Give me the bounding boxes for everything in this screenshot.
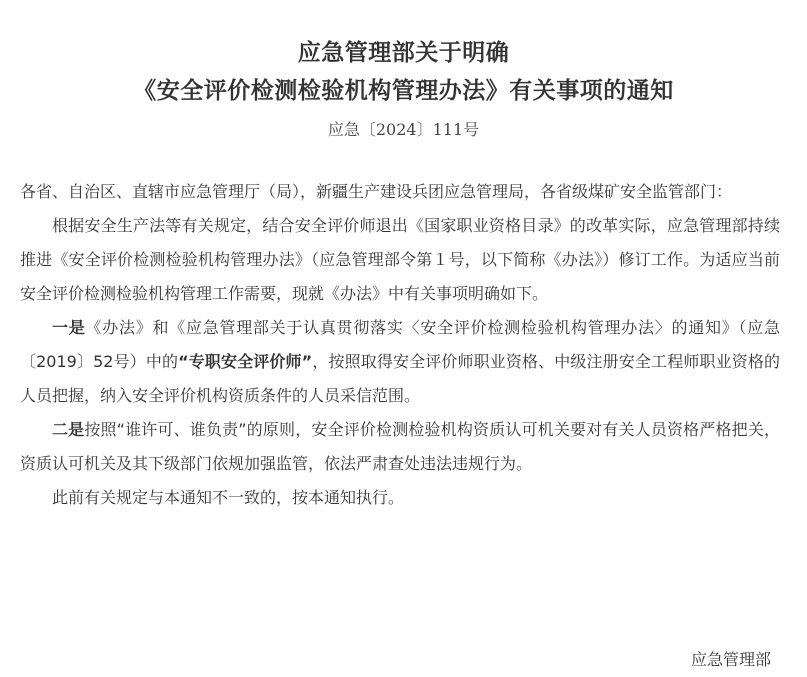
salutation: 各省、自治区、直辖市应急管理厅（局），新疆生产建设兵团应急管理局，各省级煤矿安全监管部门： (20, 182, 733, 201)
item-two-lead: 二是 (52, 420, 85, 439)
item-one-text-b: ，按照取得安全评价师职业资格、中级注册安全工程师职业资格的人员把握，纳入安全评价机构资质条件的人员采信范围。 (20, 352, 780, 405)
item-two-text: 按照“谁许可、谁负责”的原则，安全评价检测检验机构资质认可机关要对有关人员资格严格把关，资质认可机关及其下级部门依规加强监管，依法严肃查处违法违规行为。 (20, 420, 780, 473)
item-one-text-a: 《办法》和《应急管理部关于认真贯彻落实〈安全评价检测检验机构管理办法〉的通知》（应急〔2019〕52号）中的 (20, 318, 780, 371)
item-one-emphasis: “专职安全评价师” (178, 352, 313, 371)
item-one-lead: 一是 (52, 318, 86, 337)
document-body (20, 175, 780, 515)
document-title-line-1: 应急管理部关于明确 (297, 39, 510, 66)
paragraph-intro: 根据安全生产法等有关规定，结合安全评价师退出《国家职业资格目录》的改革实际，应急管理部持续推进《安全评价检测检验机构管理办法》（应急管理部令第１号，以下简称《办法》）修订工作。为适应当前安全评价检测检验机构管理工作需要，现就《办法》中有关事项明确如下。 (20, 216, 780, 303)
document-number: 应急〔2024〕111号 (327, 120, 480, 139)
paragraph-item-two (20, 413, 780, 481)
document-title-line-2: 《安全评价检测检验机构管理办法》有关事项的通知 (133, 77, 674, 104)
paragraph-item-one (20, 311, 780, 413)
signature: 应急管理部 (690, 650, 771, 669)
paragraph-closing: 此前有关规定与本通知不一致的，按本通知执行。 (52, 488, 405, 507)
